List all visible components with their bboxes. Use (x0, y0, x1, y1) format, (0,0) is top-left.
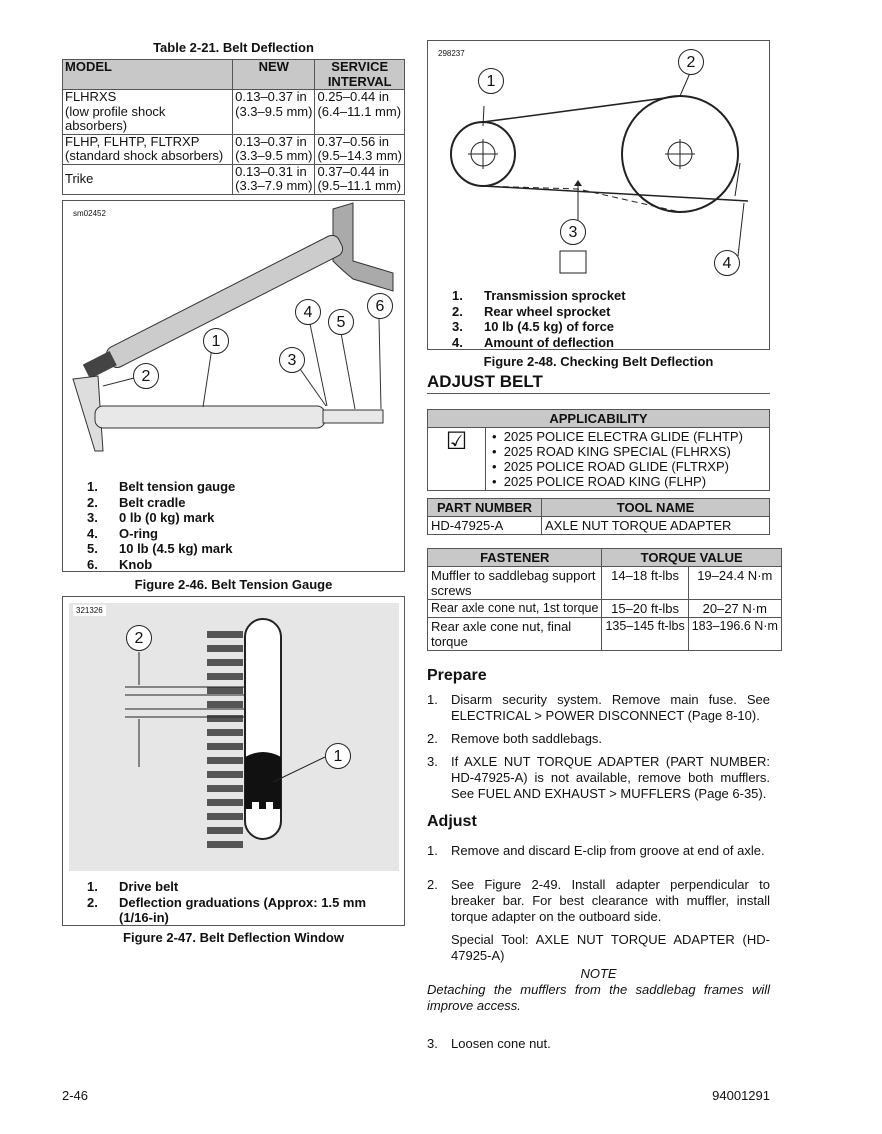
legend-text: Knob (119, 556, 153, 572)
applicability-header: APPLICABILITY (428, 410, 770, 428)
cell: (3.3–9.5 mm) (235, 148, 313, 163)
belt-tension-gauge-illustration (63, 201, 406, 481)
graduation-mark (207, 701, 243, 708)
step-text: See Figure 2-49. Install adapter perpendicular to breaker bar. For best clearance with muffler, install torque adapter on the outboard side. (451, 877, 770, 924)
callout-3: 3 (279, 347, 305, 373)
note-text: Detaching the mufflers from the saddlebag frames will improve access. (427, 982, 770, 1013)
legend-num: 1. (87, 479, 98, 494)
graduation-mark (207, 827, 243, 834)
figure-belt-tension-gauge (62, 200, 405, 572)
cell: Rear axle cone nut, final torque (428, 618, 602, 651)
figure-caption: Figure 2-48. Checking Belt Deflection (483, 354, 714, 369)
legend-num: 3. (87, 510, 98, 525)
model: 2025 POLICE ROAD GLIDE (FLTRXP) (503, 459, 729, 474)
step: 2. See Figure 2-49. Install adapter perpendicular to breaker bar. For best clearance with muffler, install torque adapter on the outboard side. (427, 877, 770, 924)
cell: (9.5–14.3 mm) (317, 148, 402, 163)
table-caption: Table 2-21. Belt Deflection (153, 40, 314, 55)
step: 3. Loosen cone nut. (427, 1036, 551, 1051)
cell: (3.3–7.9 mm) (235, 178, 313, 193)
step-text: Loosen cone nut. (451, 1036, 551, 1051)
special-tool: Special Tool: AXLE NUT TORQUE ADAPTER (HD-47925-A) (451, 932, 770, 963)
applicability-table (427, 409, 770, 491)
callout-4: 4 (295, 299, 321, 325)
figure-id: 321326 (73, 605, 106, 616)
legend-text: Drive belt (119, 879, 179, 894)
cell: 183–196.6 N·m (688, 618, 781, 651)
col-model: MODEL (63, 60, 233, 90)
callout-3: 3 (560, 219, 586, 245)
cell: Muffler to saddlebag support screws (428, 567, 602, 600)
legend-num: 4. (452, 334, 463, 350)
list-item: • 2025 POLICE ELECTRA GLIDE (FLHTP) (492, 429, 743, 444)
figure-legend (87, 879, 369, 926)
col-new: NEW (233, 60, 315, 90)
legend-num: 5. (87, 541, 98, 556)
graduation-mark (207, 785, 243, 792)
step-text: Remove both saddlebags. (451, 731, 603, 746)
cell: 0.37–0.56 in (317, 133, 390, 149)
callout-2: 2 (678, 49, 704, 75)
step: 3. If AXLE NUT TORQUE ADAPTER (PART NUMBER: HD-47925-A) is not available, remove both mufflers. See FUEL AND EXHAUST > MUFFLERS (Page 6-35). (427, 754, 770, 801)
legend-num: 3. (452, 319, 463, 334)
deflection-window-illustration (63, 597, 406, 867)
step-text: Remove and discard E-clip from groove at end of axle. (451, 843, 765, 858)
page-number: 2-46 (62, 1088, 89, 1103)
adjust-steps (427, 843, 770, 1052)
col-service: SERVICE INTERVAL (315, 60, 405, 90)
legend-num: 1. (87, 879, 98, 894)
figure-belt-deflection-window (62, 596, 405, 926)
model: 2025 ROAD KING SPECIAL (FLHRXS) (503, 444, 731, 459)
callout-4: 4 (714, 250, 740, 276)
col-tool-name: TOOL NAME (542, 499, 770, 517)
figure-legend (87, 479, 235, 572)
cell: Trike (65, 170, 94, 186)
legend-text: Transmission sprocket (484, 288, 626, 303)
figure-id: 298237 (438, 49, 465, 58)
table-row (63, 134, 405, 164)
legend-text: Belt cradle (119, 494, 186, 510)
legend-text: 10 lb (4.5 kg) of force (484, 319, 615, 334)
legend-num: 2. (452, 303, 463, 319)
step-text: If AXLE NUT TORQUE ADAPTER (PART NUMBER: HD-47925-A) is not available, remove both mufflers. See FUEL AND EXHAUST > MUFFLERS (Page 6-35). (451, 754, 770, 801)
list-item: • 2025 POLICE ROAD GLIDE (FLTRXP) (492, 459, 729, 474)
step: 1. Disarm security system. Remove main fuse. See ELECTRICAL > POWER DISCONNECT (Page 8-10). (427, 692, 770, 723)
cell: Rear axle cone nut, 1st torque (428, 600, 602, 618)
model: 2025 POLICE ROAD KING (FLHP) (503, 474, 707, 489)
cell: 135–145 ft-lbs (602, 618, 688, 651)
graduation-mark (207, 729, 243, 736)
document-number: 94001291 (712, 1088, 770, 1103)
cell: 0.13–0.31 in (235, 163, 307, 179)
cell: (low profile shock absorbers) (65, 103, 166, 133)
cell: FLHP, FLHTP, FLTRXP (65, 133, 200, 149)
callout-1: 1 (478, 68, 504, 94)
legend-num: 1. (452, 288, 463, 303)
cell: FLHRXS (65, 89, 117, 104)
legend-text: Deflection graduations (Approx: 1.5 mm (1/16-in) (119, 894, 367, 925)
prepare-heading: Prepare (427, 667, 487, 684)
table-row (428, 567, 782, 600)
belt-deflection-table (62, 59, 405, 195)
table-row (428, 600, 782, 618)
graduation-mark (207, 659, 243, 666)
prepare-steps (427, 692, 770, 802)
table-row (63, 164, 405, 194)
cell: 19–24.4 N·m (688, 567, 781, 600)
table-row (428, 517, 770, 535)
legend-num: 2. (87, 894, 98, 910)
cell: (3.3–9.5 mm) (235, 103, 313, 119)
checkbox-checked-icon: ☑ (428, 428, 486, 491)
col-torque: TORQUE VALUE (602, 549, 781, 567)
cell: (9.5–11.1 mm) (317, 178, 402, 193)
cell: (standard shock absorbers) (65, 148, 224, 163)
legend-num: 2. (87, 494, 98, 510)
callout-1: 1 (203, 328, 229, 354)
graduation-mark (207, 631, 243, 638)
graduation-mark (207, 757, 243, 764)
legend-text: Rear wheel sprocket (484, 303, 611, 319)
tools-table (427, 498, 770, 535)
graduation-mark (207, 771, 243, 778)
cell: 14–18 ft-lbs (602, 567, 688, 600)
callout-2: 2 (126, 625, 152, 651)
figure-id: sm02452 (73, 209, 106, 218)
cell: (6.4–11.1 mm) (317, 103, 402, 119)
note-label: NOTE (580, 966, 617, 981)
callout-6: 6 (367, 293, 393, 319)
step: 2. Remove both saddlebags. (427, 731, 603, 746)
figure-caption: Figure 2-46. Belt Tension Gauge (134, 577, 333, 592)
step-text: Disarm security system. Remove main fuse. See ELECTRICAL > POWER DISCONNECT (Page 8-10). (451, 692, 770, 723)
cell: 0.37–0.44 in (317, 163, 390, 179)
figure-caption: Figure 2-47. Belt Deflection Window (123, 930, 344, 945)
section-title: ADJUST BELT (427, 372, 770, 394)
graduation-mark (207, 715, 243, 722)
callout-5: 5 (328, 309, 354, 335)
model: 2025 POLICE ELECTRA GLIDE (FLHTP) (503, 429, 743, 444)
adjust-heading: Adjust (427, 813, 477, 830)
cell: 0.13–0.37 in (235, 89, 307, 104)
legend-text: 0 lb (0 kg) mark (119, 510, 215, 525)
cell: AXLE NUT TORQUE ADAPTER (542, 517, 770, 535)
applicability-list (486, 428, 770, 491)
figure-checking-belt-deflection (427, 40, 770, 350)
legend-text: Amount of deflection (484, 334, 614, 350)
figure-legend (452, 288, 626, 350)
cell: 15–20 ft-lbs (602, 600, 688, 618)
col-fastener: FASTENER (428, 549, 602, 567)
cell: 0.13–0.37 in (235, 133, 307, 149)
step: 1. Remove and discard E-clip from groove at end of axle. (427, 843, 765, 858)
list-item: • 2025 ROAD KING SPECIAL (FLHRXS) (492, 444, 731, 459)
graduation-mark (207, 645, 243, 652)
graduation-mark (207, 799, 243, 806)
cell: 0.25–0.44 in (317, 89, 390, 104)
graduation-mark (207, 673, 243, 680)
graduation-mark (207, 743, 243, 750)
graduation-mark (207, 687, 243, 694)
graduation-mark (207, 841, 243, 848)
torque-table (427, 548, 778, 651)
table-row (63, 90, 405, 135)
legend-num: 4. (87, 525, 98, 541)
legend-text: Belt tension gauge (119, 479, 236, 494)
callout-2: 2 (133, 363, 159, 389)
cell: HD-47925-A (428, 517, 542, 535)
table-row (428, 618, 782, 651)
cell: 20–27 N·m (688, 600, 781, 618)
callout-1: 1 (325, 743, 351, 769)
legend-text: O-ring (119, 525, 158, 541)
legend-text: 10 lb (4.5 kg) mark (119, 541, 233, 556)
graduation-mark (207, 813, 243, 820)
legend-num: 6. (87, 556, 98, 572)
list-item: • 2025 POLICE ROAD KING (FLHP) (492, 474, 707, 489)
col-part-number: PART NUMBER (428, 499, 542, 517)
